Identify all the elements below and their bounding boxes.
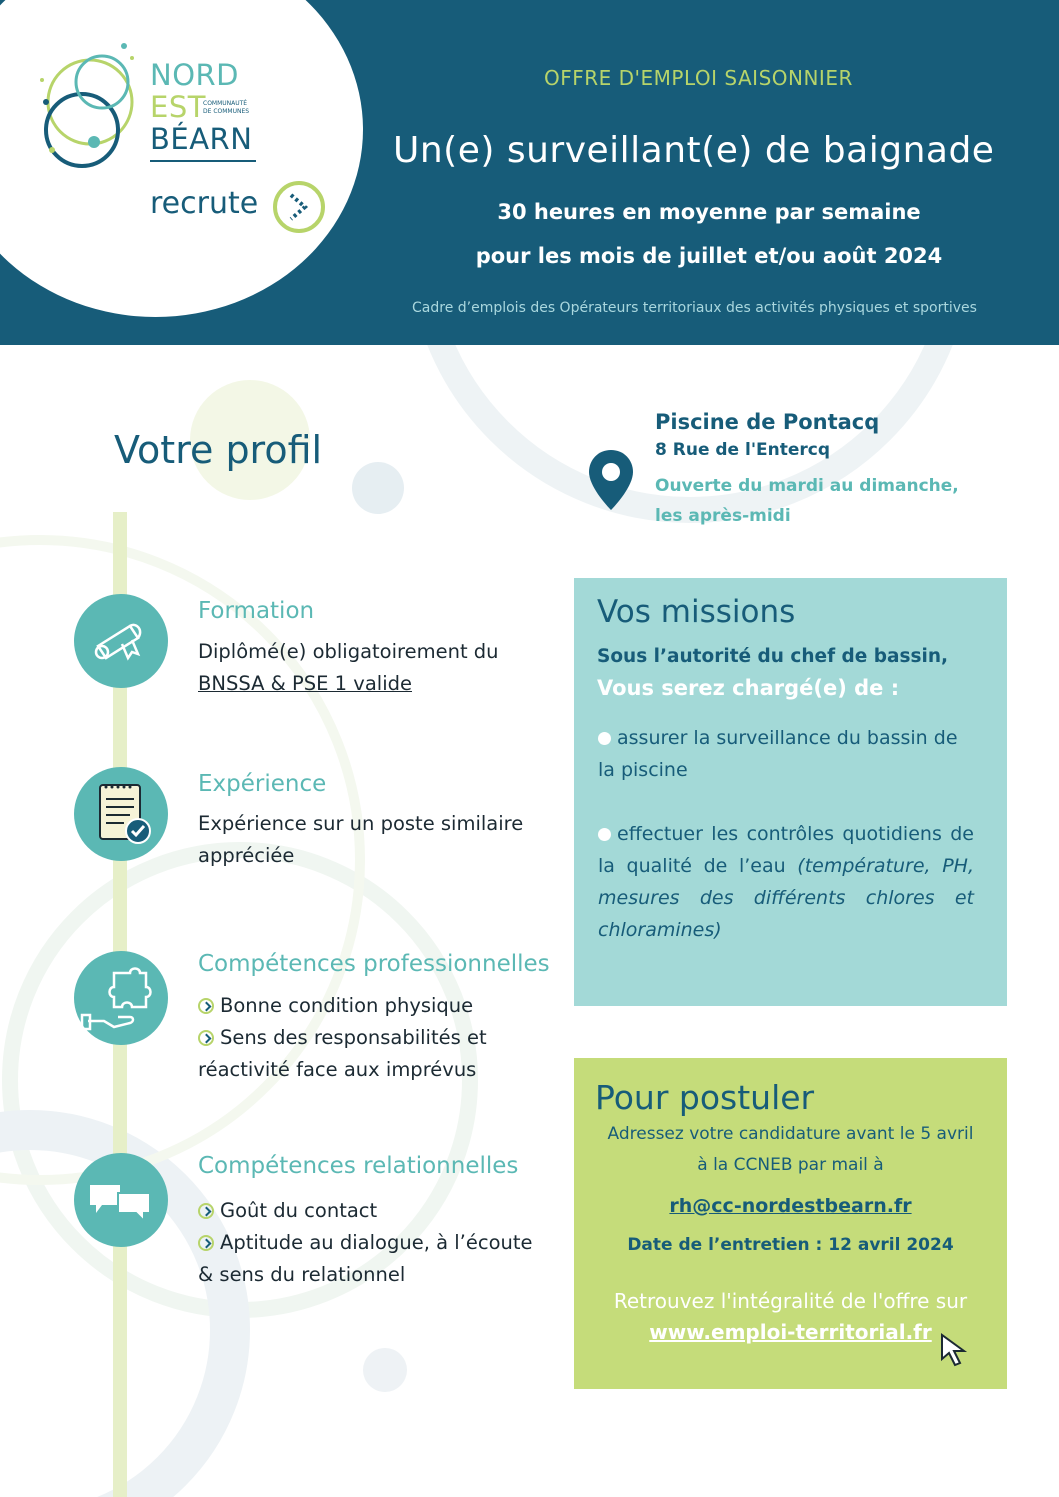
- apply-line-1: Adressez votre candidature avant le 5 avril: [607, 1124, 974, 1144]
- pro-skill-item: Sens des responsabilités et: [198, 1022, 548, 1054]
- formation-body: Diplômé(e) obligatoirement du BNSSA & PSE 1 valide: [198, 636, 538, 700]
- recrute-label: recrute: [150, 186, 259, 221]
- interview-date: Date de l’entretien : 12 avril 2024: [627, 1235, 954, 1255]
- experience-body: Expérience sur un poste similaire appréciée: [198, 812, 524, 867]
- chevron-circle-icon: [198, 1030, 214, 1046]
- formation-heading: Formation: [198, 598, 315, 624]
- rel-skills-body: Goût du contact Aptitude au dialogue, à l’écoute & sens du relationnel: [198, 1195, 548, 1291]
- chevron-circle-icon: [198, 1203, 214, 1219]
- apply-title: Pour postuler: [595, 1078, 815, 1117]
- chevron-circle-icon: [198, 998, 214, 1014]
- checklist-icon: [74, 767, 168, 861]
- logo-word-bearn: BÉARN: [150, 122, 253, 156]
- pro-skills-body: Bonne condition physique Sens des responsabilités et réactivité face aux imprévus: [198, 990, 548, 1086]
- diploma-icon: [74, 594, 168, 688]
- apply-email-link[interactable]: rh@cc-nordestbearn.fr: [669, 1195, 912, 1217]
- chevron-circle-icon: [198, 1235, 214, 1251]
- job-period: pour les mois de juillet et/ou août 2024: [475, 244, 943, 268]
- rel-skill-item: Aptitude au dialogue, à l’écoute: [198, 1227, 548, 1259]
- rel-skills-icon-circle: [74, 1153, 168, 1247]
- bullet-icon: [598, 732, 611, 745]
- mission-item-1: assurer la surveillance du bassin de la piscine: [598, 727, 958, 781]
- formation-icon-circle: [74, 594, 168, 688]
- mission-item-2: effectuer les contrôles quotidiens de la qualité de l’eau (température, PH, mesures des différents chlores et chloramines): [598, 823, 974, 941]
- location-address: 8 Rue de l'Entercq: [655, 440, 831, 460]
- experience-heading: Expérience: [198, 771, 327, 797]
- chat-bubbles-icon: [74, 1153, 168, 1247]
- logo-word-nord: NORD: [150, 58, 239, 92]
- apply-line-2: à la CCNEB par mail à: [697, 1155, 884, 1175]
- rel-skills-heading: Compétences relationnelles: [198, 1153, 519, 1179]
- logo-underline: [150, 160, 256, 162]
- formation-requirement: BNSSA & PSE 1 valide: [198, 672, 412, 695]
- profile-title: Votre profil: [114, 428, 323, 472]
- location-hours-1: Ouverte du mardi au dimanche,: [655, 476, 959, 496]
- logo-circles-icon: [32, 30, 147, 180]
- location-name: Piscine de Pontacq: [655, 410, 880, 434]
- location-pin-icon: [587, 448, 635, 512]
- job-type-kicker: OFFRE D'EMPLOI SAISONNIER: [544, 66, 853, 90]
- job-title: Un(e) surveillant(e) de baignade: [393, 130, 995, 171]
- job-frame: Cadre d’emplois des Opérateurs territoriaux des activités physiques et sportives: [412, 300, 977, 316]
- apply-more: Retrouvez l'intégralité de l'offre sur: [613, 1289, 968, 1313]
- job-hours: 30 heures en moyenne par semaine: [497, 200, 921, 224]
- pro-skill-item: Bonne condition physique: [198, 990, 548, 1022]
- arrow-cursor-icon: [938, 1332, 972, 1368]
- pro-skills-heading: Compétences professionnelles: [198, 951, 550, 977]
- chevron-circle-icon: [272, 180, 326, 234]
- missions-intro-2: Vous serez chargé(e) de :: [597, 676, 900, 700]
- offer-url-link[interactable]: www.emploi-territorial.fr: [649, 1320, 932, 1344]
- puzzle-hand-icon: [74, 951, 168, 1045]
- location-hours-2: les après-midi: [655, 506, 791, 526]
- logo-word-est: EST: [150, 90, 206, 124]
- missions-title: Vos missions: [597, 594, 796, 630]
- missions-intro-1: Sous l’autorité du chef de bassin,: [597, 646, 949, 667]
- bullet-icon: [598, 828, 611, 841]
- pro-skills-icon-circle: [74, 951, 168, 1045]
- logo-tagline: COMMUNAUTÉ DE COMMUNES: [203, 100, 250, 115]
- rel-skill-item: Goût du contact: [198, 1195, 548, 1227]
- experience-icon-circle: [74, 767, 168, 861]
